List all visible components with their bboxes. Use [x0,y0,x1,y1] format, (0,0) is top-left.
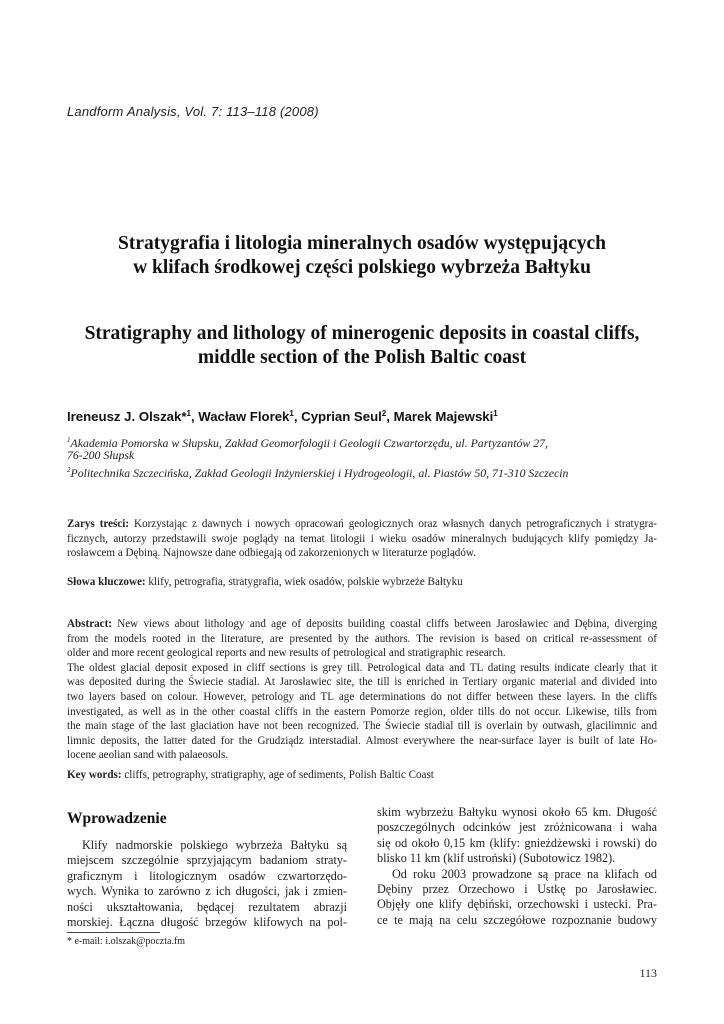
footnote-rule [67,932,160,933]
title-english [40,322,684,370]
affiliation-mark: 1 [67,436,71,444]
body-line: się od około 0,15 km (klify: gnieżdżewski i rowski) do [377,835,657,850]
summary-line: rosławcem a Dębiną. Najnowsze dane odbiegają od zakorzenionych w literaturze poglądów. [67,547,476,560]
polish-keywords [67,575,657,590]
title-polish [40,232,684,280]
author-affiliation-mark: 2 [381,409,387,418]
body-line: wych. Wynika to zarówno z ich długości, jak i zmien- [67,884,347,899]
body-line: morskiej. Łączna długość brzegów klifowych na pol- [67,914,347,929]
abstract-line: limnic deposits, the latter dated for the Grudziądz interstadial. Almost everywhere the near-surface layer is built of late Ho- [67,734,657,747]
abstract-line: was deposited during the Świecie stadial. At Jarosławiec site, the till is enriched in Tertiary organic material and divided into [67,676,657,689]
left-column [67,838,347,930]
author-affiliation-mark: 1 [186,409,191,418]
affiliation-text: Akademia Pomorska w Słupsku, Zakład Geomorfologii i Geologii Czwartorzędu, ul. Partyzantów 27, [70,436,548,450]
keywords-label: Key words: [67,769,122,781]
author-affiliation-mark: 1 [493,409,498,418]
body-line: Klify nadmorskie polskiego wybrzeża Bałtyku są [82,838,347,852]
polish-keywords-label: Słowa kluczowe: [67,576,146,588]
abstract-line: older and more recent geological reports and new results of petrological and stratigraphic research. [67,647,506,660]
abstract-line: locene aeolian sand with palaeosols. [67,749,229,762]
author-name: Marek Majewski [393,409,494,424]
author-separator: , [293,409,302,424]
keywords-text: cliffs, petrography, stratigraphy, age of sediments, Polish Baltic Coast [121,769,434,781]
polish-keywords-text: klify, petrografia, stratygrafia, wiek osadów, polskie wybrzeże Bałtyku [145,576,463,588]
english-keywords [67,768,657,783]
affiliation-mark: 2 [67,466,71,474]
body-line: Dębiny przez Orzechowo i Ustkę po Jarosławiec. [377,881,657,896]
author-separator: , [386,409,394,424]
summary-line: ficznych, autorzy przedstawili swoje poglądy na temat litologii i wieku osadów mineralnych budujących klify pomiędzy Ja- [67,532,657,545]
title-english-line: middle section of the Polish Baltic coast [197,347,527,368]
body-line: blisko 11 km (klif ustroński) (Subotowicz 1982). [377,851,616,866]
body-line: skim wybrzeżu Bałtyku wynosi około 65 km. Długość [377,805,657,819]
body-line: ności ukształtowania, będącej rezultatem abrazji [67,899,347,914]
author-separator: , [190,409,199,424]
body-line: ce te mają na celu szczegółowe rozpoznanie budowy [377,912,657,927]
polish-summary [67,517,657,561]
abstract-line: The oldest glacial deposit exposed in cliff sections is grey till. Petrological data and TL dating results indicate clearly that it [67,661,657,674]
abstract-line: two layers based on colour. However, petrology and TL age determinations do not differ between these layers. In the cliffs [67,690,657,703]
abstract-line: Abstract: New views about lithology and age of deposits building coastal cliffs between Jarosławiec and Dębina, diverging [67,618,657,630]
body-line: Objęły one klify dębiński, orzechowski i ustecki. Pra- [377,897,657,912]
affiliation-text: Politechnika Szczecińska, Zakład Geologii Inżynierskiej i Hydrogeologii, al. Piastów 50, 71-310 Szczecin [70,466,569,480]
body-line: graficznym i litologicznym osadów czwartorzędo- [67,868,347,883]
title-polish-line: Stratygrafia i litologia mineralnych osadów występujących [117,233,606,254]
footnote-email: * e-mail: i.olszak@poczta.fm [67,936,186,947]
abstract-label: Abstract: [67,618,112,630]
affiliation-1 [67,433,548,451]
summary-line: Zarys treści: Korzystając z dawnych i nowych opracowań geologicznych oraz własnych danych petrograficznych i stratygra- [67,518,657,530]
author-name: Wacław Florek [198,409,290,424]
abstract-line: investigated, as well as in the other coastal cliffs in the eastern Pomorze region, older tills do not occur. Likewise, tills from [67,705,657,718]
abstract-line: from the models rooted in the literature, are presented by the authors. The revision is based on critical re-assessment of [67,632,657,645]
author-name: Cyprian Seul [301,409,382,424]
body-line: Od roku 2003 prowadzone są prace na klifach od [392,866,657,881]
affiliation-2 [67,463,568,481]
right-column [377,805,657,928]
page-number: 113 [639,966,657,980]
author-affiliation-mark: 1 [289,409,294,418]
author-list [67,409,498,424]
abstract-line: the main stage of the last glaciation have not been recognized. The Świecie stadial till is overlain by outwash, glacilimnic and [67,720,657,733]
body-line: miejscem szczególnie sprzyjającym badaniom straty- [67,853,347,868]
summary-label: Zarys treści: [67,518,130,530]
title-english-line: Stratigraphy and lithology of minerogenic deposits in coastal cliffs, [84,323,640,344]
section-heading: Wprowadzenie [67,810,167,827]
abstract [67,617,657,763]
affiliation-1-line-2: 76-200 Słupsk [67,448,135,462]
journal-citation: Landform Analysis, Vol. 7: 113–118 (2008) [67,104,319,119]
title-polish-line: w klifach środkowej części polskiego wybrzeża Bałtyku [133,257,591,278]
author-name: Ireneusz J. Olszak* [67,409,187,424]
body-line: poszczególnych odcinków jest zróżnicowana i waha [377,820,657,835]
